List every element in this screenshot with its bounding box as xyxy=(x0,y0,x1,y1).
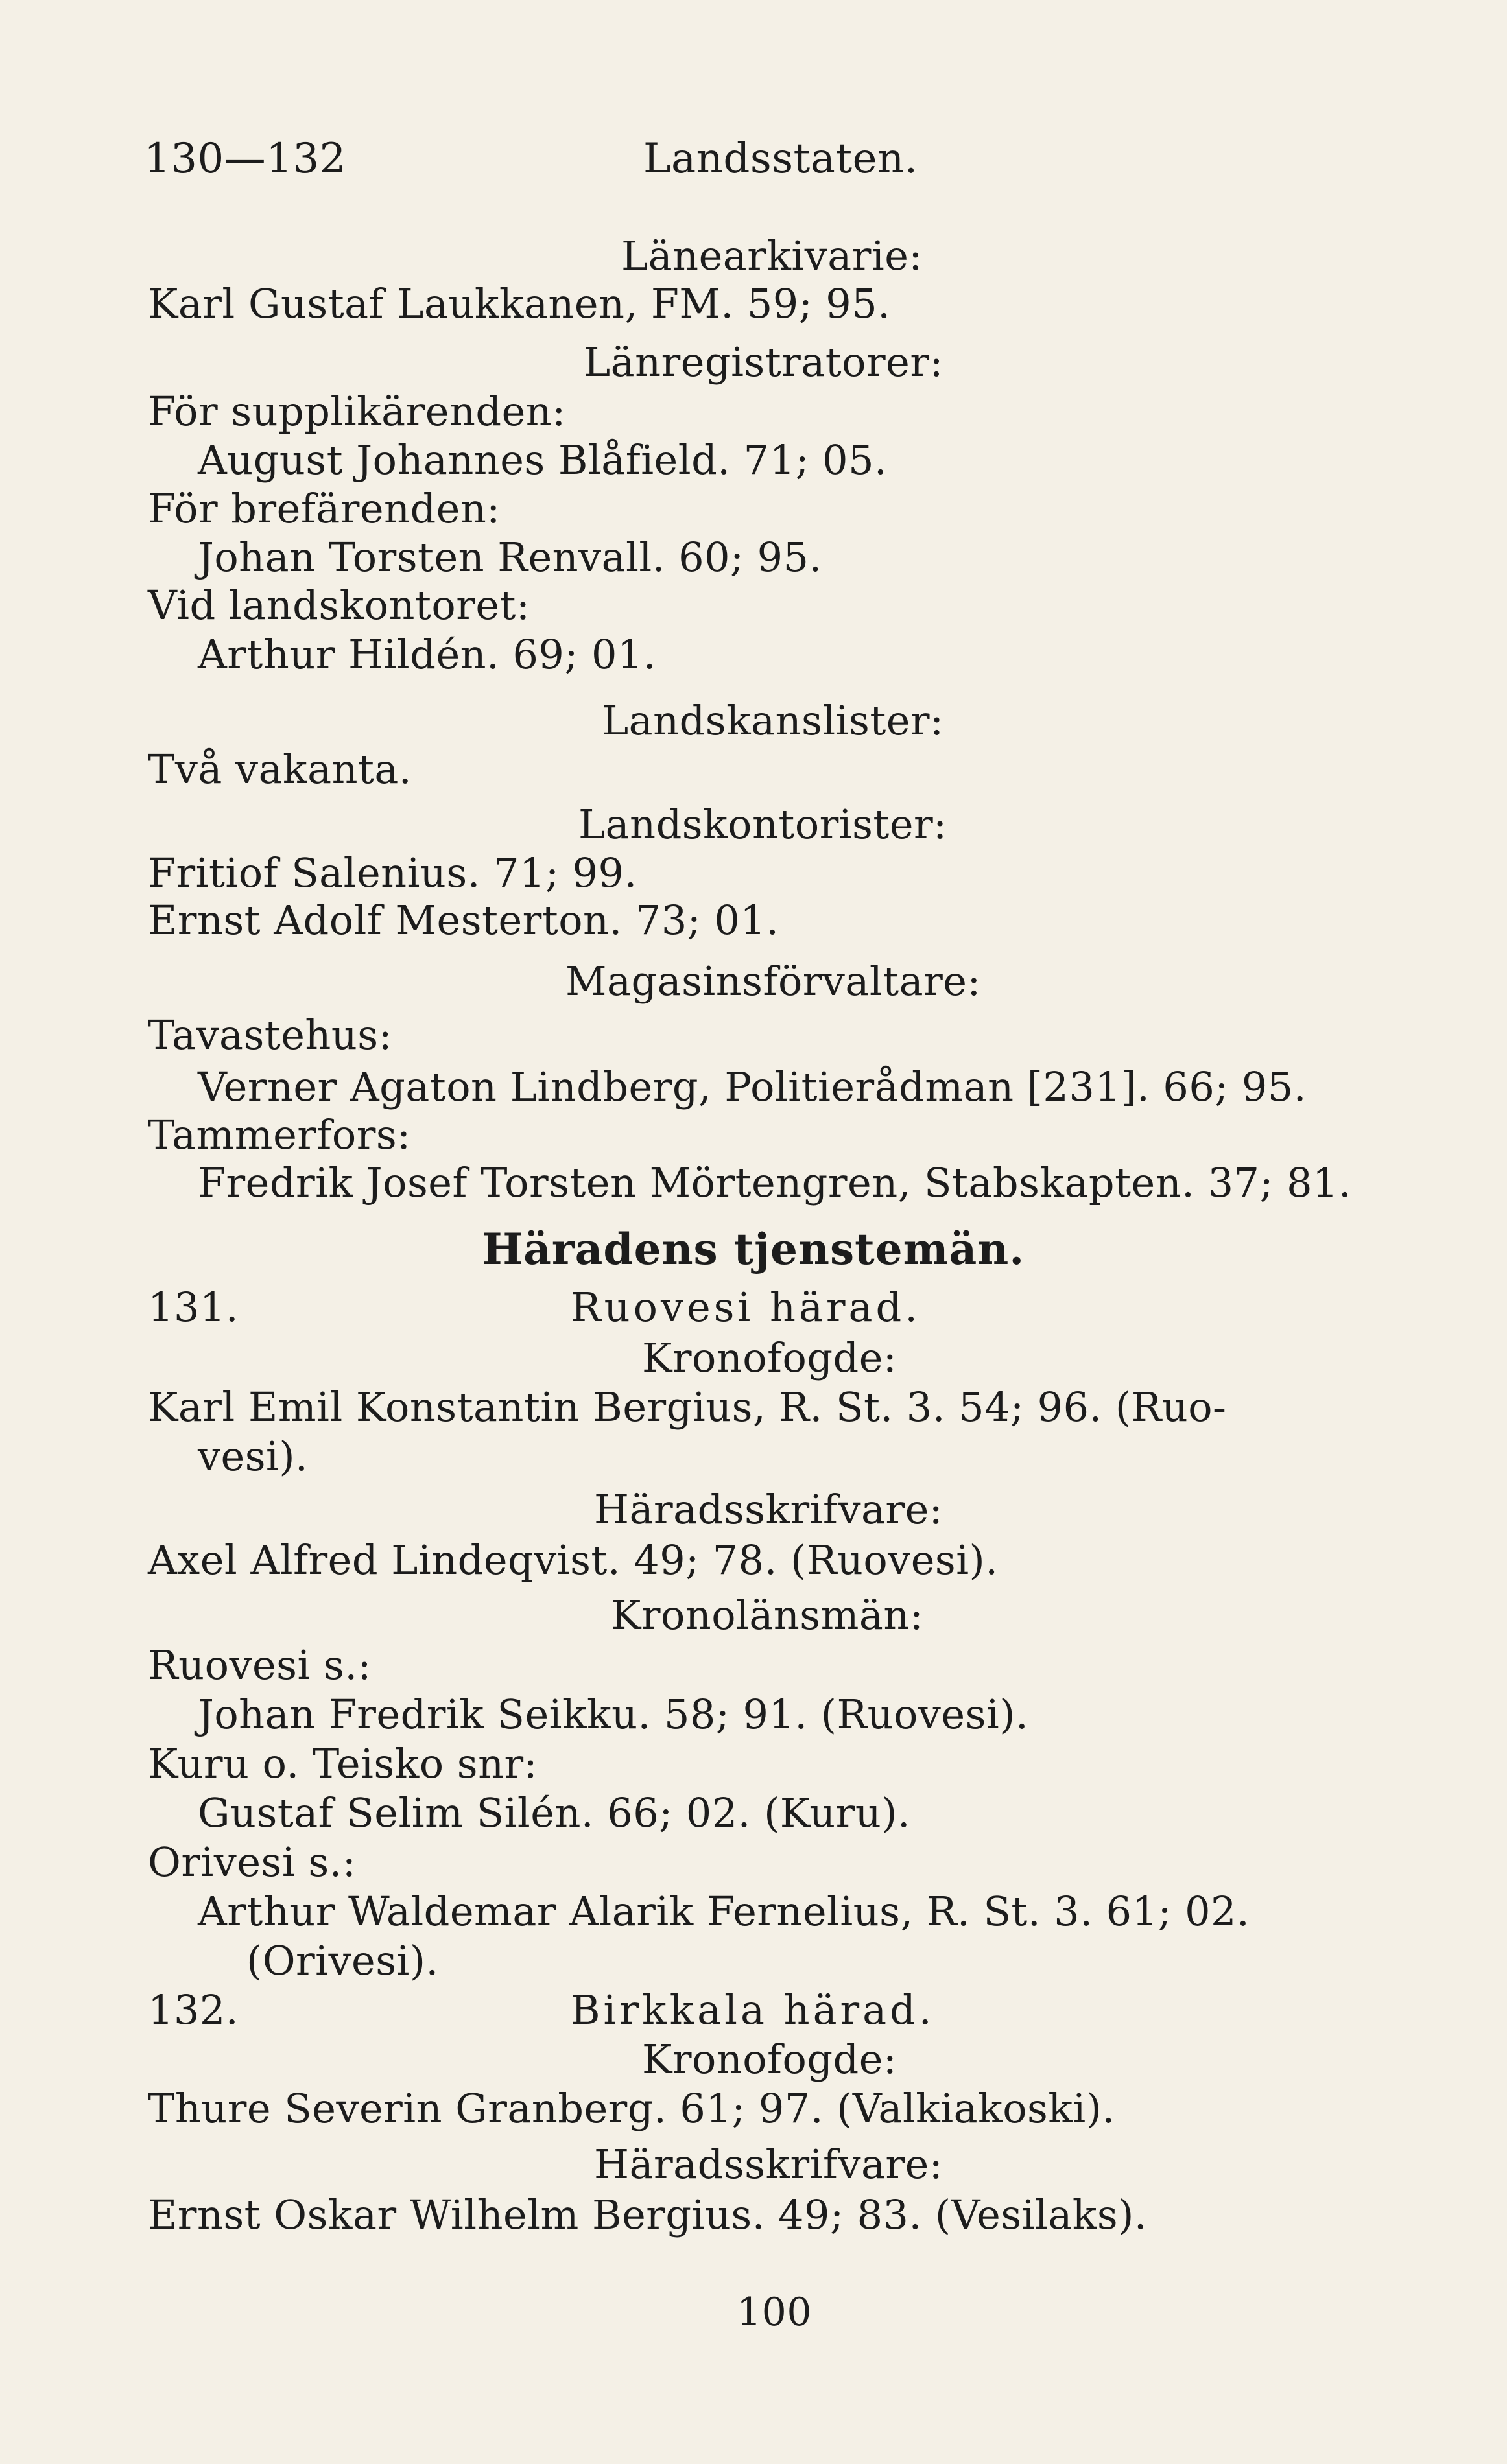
entry-line: vesi). xyxy=(198,1433,309,1480)
section-heading: Kronofogde: xyxy=(642,1334,897,1381)
section-heading: Häradsskrifvare: xyxy=(594,1486,943,1533)
entry-label: Vid landskontoret: xyxy=(148,581,530,629)
entry-line: Gustaf Selim Silén. 66; 02. (Kuru). xyxy=(198,1789,911,1836)
section-heading: Häradsskrifvare: xyxy=(594,2141,943,2188)
entry-line: Fritiof Salenius. 71; 99. xyxy=(148,849,637,897)
entry-line: Arthur Hildén. 69; 01. xyxy=(198,631,657,678)
section-heading: Länregistratorer: xyxy=(584,338,943,386)
entry-line: Axel Alfred Lindeqvist. 49; 78. (Ruovesi). xyxy=(148,1536,999,1584)
section-heading: Landskontorister: xyxy=(578,801,947,848)
section-heading: Landskanslister: xyxy=(602,697,944,744)
section-heading: Kronolänsmän: xyxy=(611,1591,924,1639)
entry-label: För supplikärenden: xyxy=(148,388,566,435)
section-number: 132. xyxy=(148,1986,239,2034)
entry-line: Verner Agaton Lindberg, Politierådman [231]. 66; 95. xyxy=(198,1063,1307,1110)
section-heading: Länearkivarie: xyxy=(621,232,923,279)
entry-line: Johan Fredrik Seikku. 58; 91. (Ruovesi). xyxy=(198,1691,1029,1738)
section-number: 131. xyxy=(148,1284,239,1331)
entry-line: Karl Emil Konstantin Bergius, R. St. 3. 54; 96. (Ruo- xyxy=(148,1383,1227,1431)
entry-line: (Orivesi). xyxy=(246,1937,439,1984)
entry-label: Tammerfors: xyxy=(148,1111,411,1158)
entry-label: För brefärenden: xyxy=(148,485,501,532)
entry-line: Ernst Adolf Mesterton. 73; 01. xyxy=(148,897,779,944)
district-title: Birkkala härad. xyxy=(571,1986,935,2034)
entry-line: Karl Gustaf Laukkanen, FM. 59; 95. xyxy=(148,280,891,327)
section-title: Häradens tjenstemän. xyxy=(482,1224,1025,1274)
entry-label: Orivesi s.: xyxy=(148,1838,357,1886)
entry-line: Thure Severin Granberg. 61; 97. (Valkiakoski). xyxy=(148,2085,1115,2132)
section-heading: Magasinsförvaltare: xyxy=(565,957,981,1005)
section-heading: Kronofogde: xyxy=(642,2036,897,2083)
entry-line: August Johannes Blåfield. 71; 05. xyxy=(198,436,888,484)
entry-line: Ernst Oskar Wilhelm Bergius. 49; 83. (Vesilaks). xyxy=(148,2191,1148,2238)
entry-line: Johan Torsten Renvall. 60; 95. xyxy=(198,534,822,581)
district-title: Ruovesi härad. xyxy=(571,1284,921,1331)
entry-line: Fredrik Josef Torsten Mörtengren, Stabskapten. 37; 81. xyxy=(198,1159,1352,1206)
running-title: Landsstaten. xyxy=(643,135,918,183)
entry-label: Kuru o. Teisko snr: xyxy=(148,1740,538,1787)
page-range: 130—132 xyxy=(144,135,346,183)
entry-label: Tavastehus: xyxy=(148,1011,392,1059)
entry-line: Två vakanta. xyxy=(148,745,412,793)
entry-label: Ruovesi s.: xyxy=(148,1641,372,1689)
entry-line: Arthur Waldemar Alarik Fernelius, R. St. 3. 61; 02. xyxy=(198,1888,1250,1935)
page-number: 100 xyxy=(737,2290,813,2335)
